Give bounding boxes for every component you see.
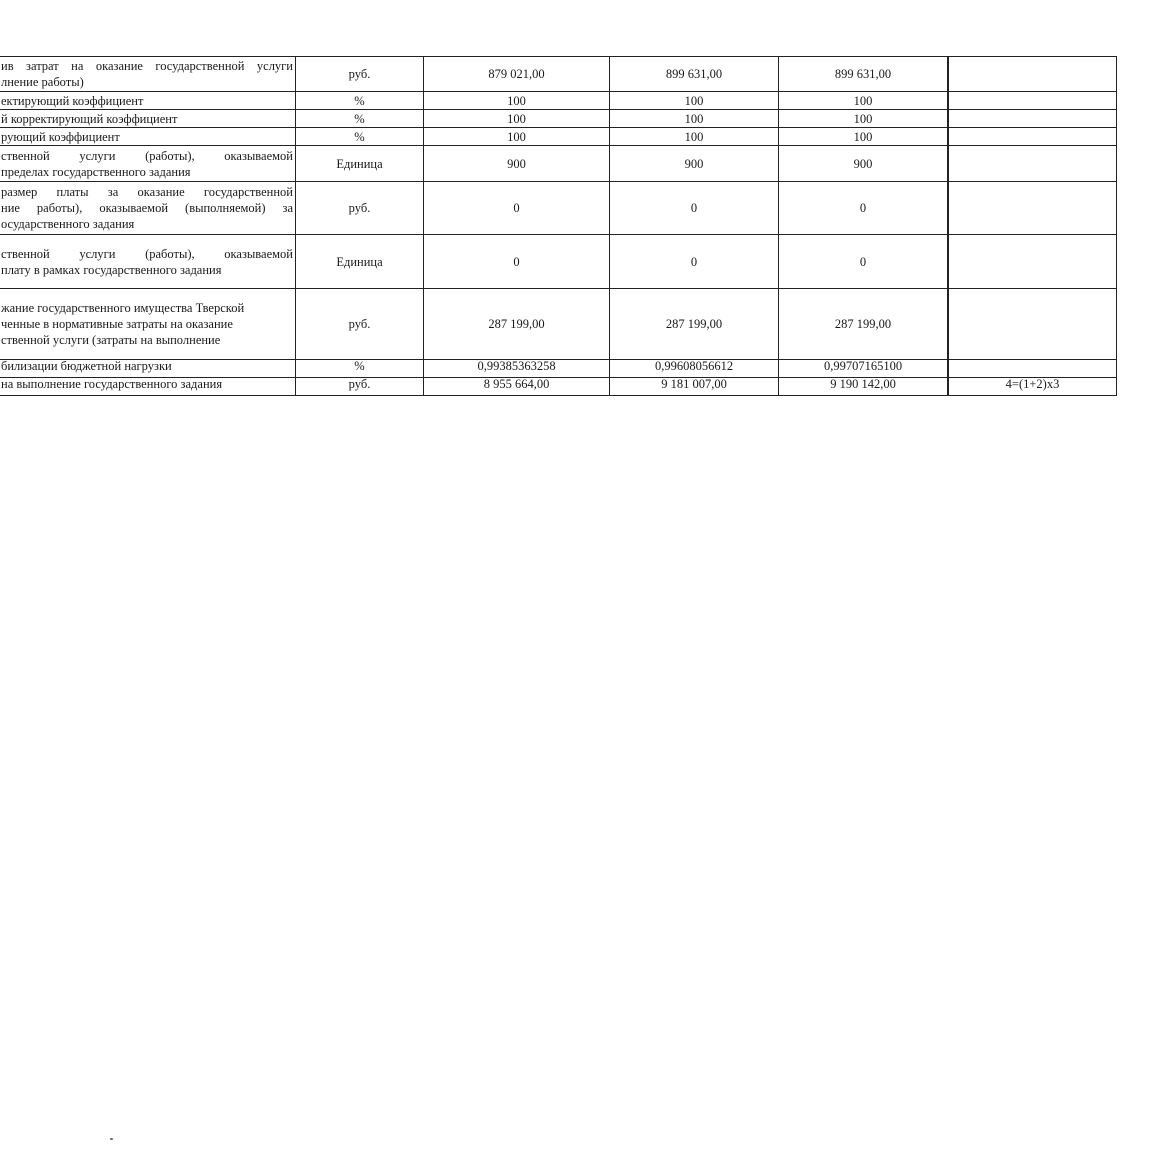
row-name-line: осударственного задания [1,217,135,231]
row-year2-cell [610,92,779,110]
row-name-line: плату в рамках государственного задания [1,262,222,277]
row-name-cell [0,92,296,110]
row-name-line: на выполнение государственного задания [1,377,223,391]
row-year1-cell [424,378,610,396]
row-year3-cell [779,128,948,146]
row-name-line: ственной услуги (затраты на выполнение [1,333,221,347]
row-year3-cell [779,289,948,360]
row-note-cell [949,128,1117,146]
row-unit-text: % [354,111,365,126]
row-y1-text: 0,99385363258 [477,359,556,373]
row-name-line: ние работы), оказываемой (выполняемой) за [1,201,293,215]
row-note-text: 4=(1+2)x3 [1005,377,1060,391]
row-year1-cell [424,110,610,128]
row-year2-cell [610,110,779,128]
row-unit-text: % [354,93,365,108]
row-year1-cell [424,289,610,360]
row-year2-cell [610,378,779,396]
table-row [0,360,1117,378]
row-name-cell [0,146,296,182]
row-unit-text: % [354,359,365,373]
row-year2-cell [610,289,779,360]
row-note-cell [949,57,1117,92]
row-y3-text: 100 [853,129,873,144]
row-y1-text: 287 199,00 [488,317,545,331]
table-row [0,235,1117,289]
row-unit-text: руб. [348,201,371,215]
row-y2-text: 287 199,00 [665,317,723,331]
row-year1-cell [424,182,610,235]
row-year1-cell [424,235,610,289]
row-y1-text: 8 955 664,00 [483,377,550,391]
row-year1-cell [424,360,610,378]
row-year2-cell [610,182,779,235]
row-note-cell [949,182,1117,235]
table-row [0,182,1117,235]
row-y2-text: 0 [690,201,698,215]
row-year3-cell [779,235,948,289]
row-year1-cell [424,128,610,146]
row-name-cell [0,235,296,289]
table-row [0,146,1117,182]
row-y3-text: 9 190 142,00 [830,377,896,391]
row-y1-text: 900 [507,156,526,171]
row-y1-text: 0 [513,254,520,269]
row-y2-text: 900 [684,156,704,171]
budget-table [0,56,1117,396]
row-y1-text: 0 [513,201,520,215]
row-unit-text: % [354,129,365,144]
row-year2-cell [610,146,779,182]
row-unit-cell [296,128,424,146]
row-name-cell [0,378,296,396]
row-y3-text: 100 [853,93,873,108]
row-note-cell [949,378,1117,396]
row-year3-cell [779,110,948,128]
row-y3-text: 0,99707165100 [823,359,903,373]
row-year1-cell [424,92,610,110]
table-row [0,378,1117,396]
row-name-line: ственной услуги (работы), оказываемой [1,148,293,163]
row-unit-cell [296,146,424,182]
row-note-cell [949,289,1117,360]
row-year3-cell [779,378,948,396]
row-name-line: й корректирующий коэффициент [1,111,178,126]
row-y2-text: 9 181 007,00 [661,377,727,391]
row-unit-text: руб. [348,377,371,391]
row-unit-text: руб. [348,67,371,81]
row-y3-text: 0 [859,201,867,215]
row-y2-text: 100 [684,129,704,144]
row-year2-cell [610,57,779,92]
row-name-cell [0,110,296,128]
row-y2-text: 100 [684,111,704,126]
row-name-cell [0,289,296,360]
scan-speck [110,1138,113,1140]
row-y3-text: 900 [853,156,873,171]
row-unit-cell [296,57,424,92]
row-year2-cell [610,235,779,289]
row-unit-cell [296,182,424,235]
table-row [0,92,1117,110]
row-year3-cell [779,92,948,110]
row-year3-cell [779,360,948,378]
row-year2-cell [610,360,779,378]
row-unit-cell [296,110,424,128]
row-y2-text: 0,99608056612 [654,359,734,373]
row-year1-cell [424,57,610,92]
row-unit-text: Единица [336,156,383,171]
row-note-cell [949,92,1117,110]
row-name-cell [0,360,296,378]
row-name-line: ив затрат на оказание государственной услуги [1,59,293,73]
row-name-line: рующий коэффициент [1,129,120,144]
row-unit-cell [296,289,424,360]
row-name-line: жание государственного имущества Тверской [1,301,245,315]
row-y2-text: 0 [690,254,698,269]
row-y1-text: 100 [507,93,526,108]
row-note-cell [949,235,1117,289]
row-name-line: лнение работы) [1,75,84,89]
row-unit-text: руб. [348,317,371,331]
row-name-cell [0,182,296,235]
row-name-line: пределах государственного задания [1,164,191,179]
row-y3-text: 0 [859,254,867,269]
row-name-line: размер платы за оказание государственной [1,185,293,199]
row-year3-cell [779,57,948,92]
row-year1-cell [424,146,610,182]
row-unit-cell [296,360,424,378]
row-note-cell [949,146,1117,182]
row-year2-cell [610,128,779,146]
table-row [0,57,1117,92]
row-name-cell [0,57,296,92]
row-y3-text: 287 199,00 [834,317,892,331]
row-unit-cell [296,235,424,289]
row-name-cell [0,128,296,146]
table-row [0,289,1117,360]
row-unit-cell [296,378,424,396]
table-row [0,110,1117,128]
row-y2-text: 899 631,00 [665,67,723,81]
row-name-line: билизации бюджетной нагрузки [1,359,172,373]
table-row [0,128,1117,146]
row-y1-text: 879 021,00 [488,67,545,81]
row-y2-text: 100 [684,93,704,108]
row-y1-text: 100 [507,129,526,144]
row-name-line: ственной услуги (работы), оказываемой [1,246,293,261]
row-name-line: ченные в нормативные затраты на оказание [1,317,233,331]
row-unit-cell [296,92,424,110]
row-note-cell [949,360,1117,378]
row-year3-cell [779,146,948,182]
row-unit-text: Единица [336,254,383,269]
row-y3-text: 100 [853,111,873,126]
row-y1-text: 100 [507,111,526,126]
row-note-cell [949,110,1117,128]
row-y3-text: 899 631,00 [834,67,892,81]
row-year3-cell [779,182,948,235]
row-name-line: ектирующий коэффициент [1,93,144,108]
